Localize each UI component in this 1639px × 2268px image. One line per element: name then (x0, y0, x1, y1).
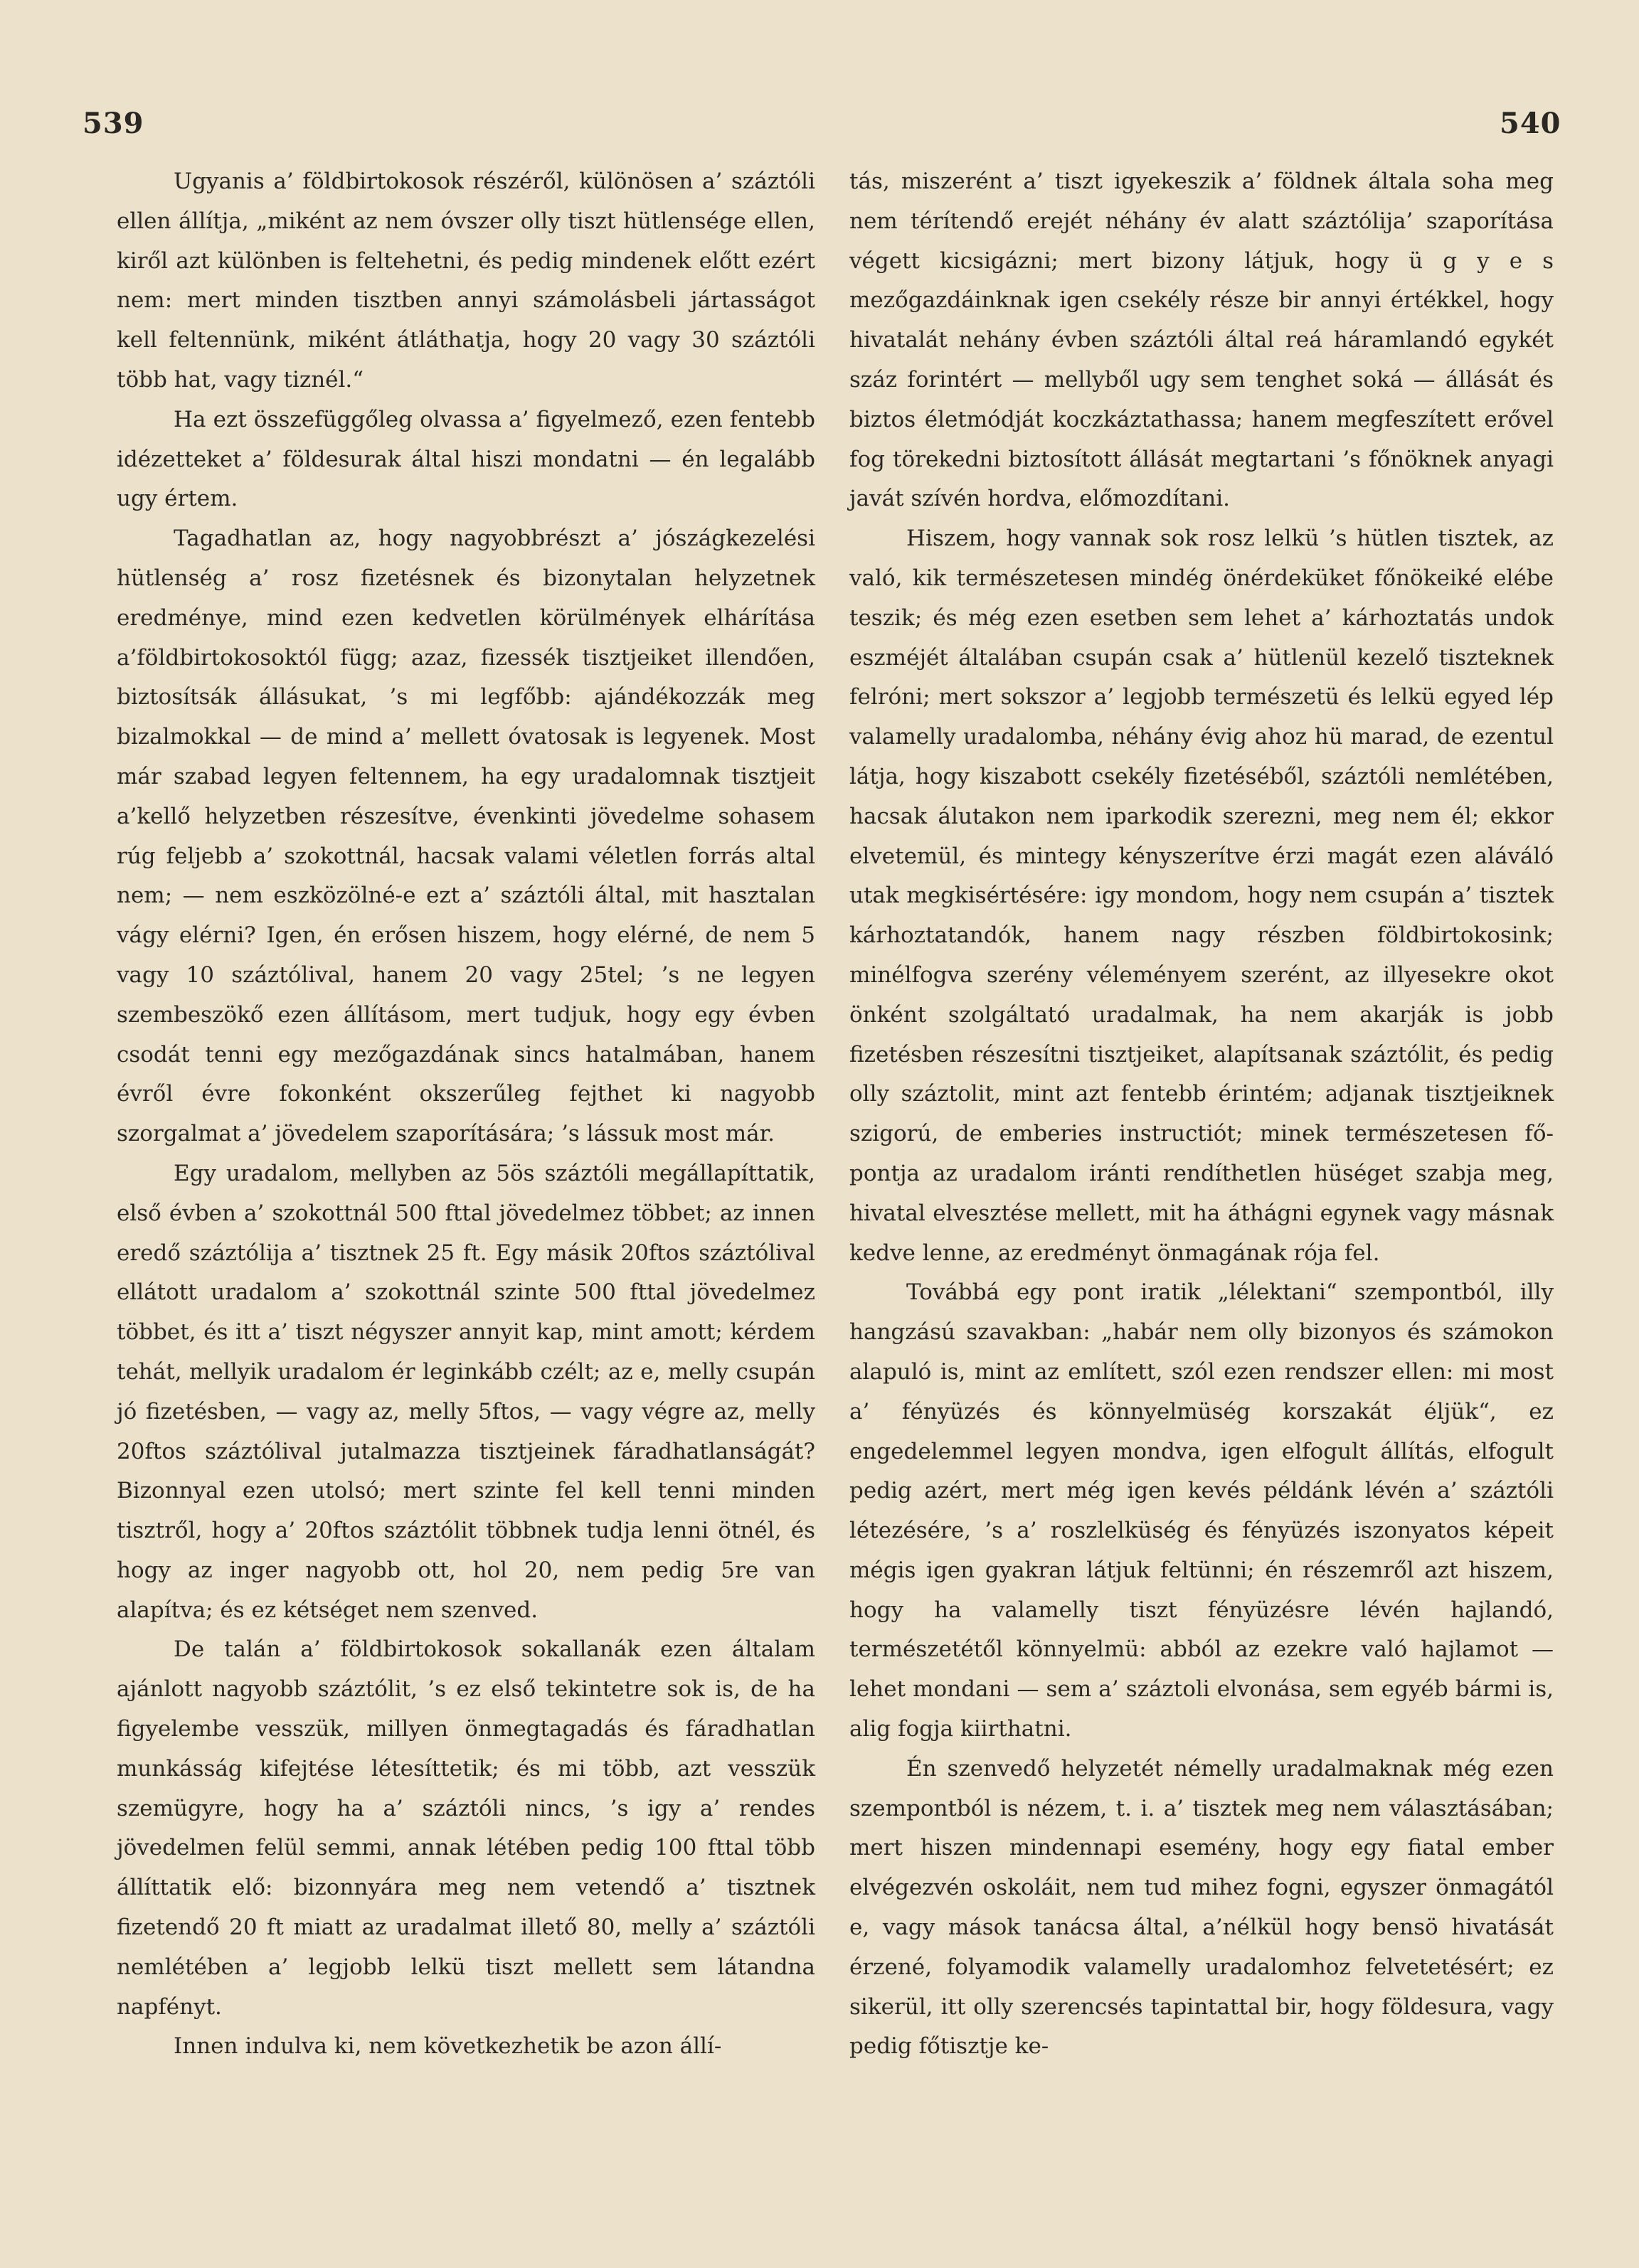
paragraph: Hiszem, hogy vannak sok rosz lelkü ’s hütlen tisztek, az való, kik természetesen mindég önérdeküket főnökeiké elébe teszik; és még ezen esetben sem lehet a’ kárhoztatás undok eszméjét általában csupán csak a’ hütlenül kezelő tiszteknek felróni; mert sokszor a’ legjobb természetü és lelkü egyed lép valamelly uradalomba, néhány évig ahoz hü marad, de ezentul látja, hogy kiszabott csekély fizetéséből, száztóli nemlétében, hacsak álutakon nem iparkodik szerezni, meg nem él; ekkor elvetemül, és mintegy kényszerítve érzi magát ezen aláváló utak megkisértésére: igy mondom, hogy nem csupán a’ tisztek kárhoztatandók, hanem nagy részben földbirtokosink; minélfogva szerény véleményem szerént, az illyesekre okot önként szolgáltató uradalmak, ha nem akarják is jobb fizetésben részesítni tisztjeiket, alapítsanak száztólit, és pedig olly száztolit, mint azt fentebb érintém; adjanak tisztjeiknek szigorú, de emberies instructiót; minek természetesen fő-pontja az uradalom iránti rendíthetlen hüséget szabja meg, hivatal elvesztése mellett, mit ha áthágni egynek vagy másnak kedve lenne, az eredményt önmagának rója fel. (849, 526, 1554, 1266)
paragraph: Továbbá egy pont iratik „lélektani“ szempontból, illy hangzású szavakban: „habár nem olly bizonyos és számokon alapuló is, mint az említett, szól ezen rendszer ellen: mi most a’ fényüzés és könnyelmüség korszakát éljük“, ez engedelemmel legyen mondva, igen elfogult állítás, elfogult pedig azért, mert még igen kevés példánk lévén a’ száztóli létezésére, ’s a’ roszlelküség és fényüzés iszonyatos képeit mégis igen gyakran látjuk feltünni; én részemről azt hiszem, hogy ha valamelly tiszt fényüzésre lévén hajlandó, természetétől könnyelmü: abból az ezekre való hajlamot — lehet mondani — sem a’ száztoli elvonása, sem egyéb bármi is, alig fogja kiirthatni. (849, 1279, 1554, 1742)
paragraph: Ha ezt összefüggőleg olvassa a’ figyelmező, ezen fentebb idézetteket a’ földesurak által hiszi mondatni — én legalább ugy értem. (117, 406, 815, 512)
page-number-left: 539 (83, 107, 144, 140)
paragraph: Én szenvedő helyzetét némelly uradalmaknak még ezen szempontból is nézem, t. i. a’ tisztek meg nem választásában; mert hiszen mindennapi esemény, hogy egy fiatal ember elvégezvén oskoláit, nem tud mihez fogni, egyszer önmagától e, vagy mások tanácsa által, a’nélkül hogy bensö hivatását érzené, folyamodik valamelly uradalomhoz felvetetésért; ez sikerül, itt olly szerencsés tapintattal bir, hogy földesura, vagy pedig főtisztje ke- (849, 1755, 1554, 2060)
paragraph: Egy uradalom, mellyben az 5ös száztóli megállapíttatik, első évben a’ szokottnál 500 fttal jövedelmez többet; az innen eredő száztólija a’ tisztnek 25 ft. Egy másik 20ftos száztólival ellátott uradalom a’ szokottnál szinte 500 fttal jövedelmez többet, és itt a’ tiszt négyszer annyit kap, mint amott; kérdem tehát, mellyik uradalom ér leginkább czélt; az e, melly csupán jó fizetésben, — vagy az, melly 5ftos, — vagy végre az, melly 20ftos száztólival jutalmazza tisztjeinek fáradhatlanságát? Bizonnyal ezen utolsó; mert szinte fel kell tenni minden tisztről, hogy a’ 20ftos száztólit többnek tudja lenni ötnél, és hogy az inger nagyobb ott, hol 20, nem pedig 5re van alapítva; és ez kétséget nem szenved. (117, 1160, 815, 1623)
right-column (849, 162, 1554, 2067)
paragraph: Innen indulva ki, nem következhetik be azon állí- (174, 2033, 722, 2060)
paragraph: tás, miszerént a’ tiszt igyekeszik a’ földnek általa soha meg nem térítendő erejét néhány év alatt száztólija’ szaporítása végett kicsigázni; mert bizony látjuk, hogy ü g y e s mezőgazdáinknak igen csekély része bir annyi értékkel, hogy hivatalát nehány évben száztóli által reá háramlandó egykét száz forintért — mellyből ugy sem tenghet soká — állását és biztos életmódját koczkáztathassa; hanem megfeszített erővel fog törekedni biztosított állását megtartani ’s főnöknek anyagi javát szívén hordva, előmozdítani. (849, 169, 1554, 512)
page-number-right: 540 (1500, 107, 1561, 140)
paragraph: Tagadhatlan az, hogy nagyobbrészt a’ jószágkezelési hütlenség a’ rosz fizetésnek és bizonytalan helyzetnek eredménye, mind ezen kedvetlen körülmények elhárítása a’földbirtokosoktól függ; azaz, fizessék tisztjeiket illendően, biztosítsák állásukat, ’s mi legfőbb: ajándékozzák meg bizalmokkal — de mind a’ mellett óvatosak is legyenek. Most már szabad legyen feltennem, ha egy uradalomnak tisztjeit a’kellő helyzetben részesítve, évenkinti jövedelme sohasem rúg feljebb a’ szokottnál, hacsak valami véletlen forrás altal nem; — nem eszközölné-e ezt a’ száztóli által, mit hasztalan vágy elérni? Igen, én erősen hiszem, hogy elérné, de nem 5 vagy 10 száztólival, hanem 20 vagy 25tel; ’s ne legyen szembeszökő ezen állításom, mert tudjuk, hogy egy évben csodát tenni egy mezőgazdának sincs hatalmában, hanem évről évre fokonként okszerűleg fejthet ki nagyobb szorgalmat a’ jövedelem szaporítására; ’s lássuk most már. (117, 526, 815, 1147)
paragraph: De talán a’ földbirtokosok sokallanák ezen általam ajánlott nagyobb száztólit, ’s ez első tekintetre sok is, de ha figyelembe vesszük, millyen önmegtagadás és fáradhatlan munkásság kifejtése létesíttetik; és mi több, azt vesszük szemügyre, hogy ha a’ száztóli nincs, ’s igy a’ rendes jövedelmen felül semmi, annak létében pedig 100 fttal több állíttatik elő: bizonnyára meg nem vetendő a’ tisztnek fizetendő 20 ft miatt az uradalmat illető 80, melly a’ száztóli nemlétében a’ legjobb lelkü tiszt mellett sem látandna napfényt. (117, 1636, 815, 2020)
left-column (117, 162, 815, 2067)
paragraph: Ugyanis a’ földbirtokosok részéről, különösen a’ száztóli ellen állítja, „miként az nem óvszer olly tiszt hütlensége ellen, kiről azt különben is feltehetni, és pedig mindenek előtt ezért nem: mert minden tisztben annyi számolásbeli jártasságot kell feltennünk, miként átláthatja, hogy 20 vagy 30 száztóli több hat, vagy tiznél.“ (117, 169, 815, 393)
